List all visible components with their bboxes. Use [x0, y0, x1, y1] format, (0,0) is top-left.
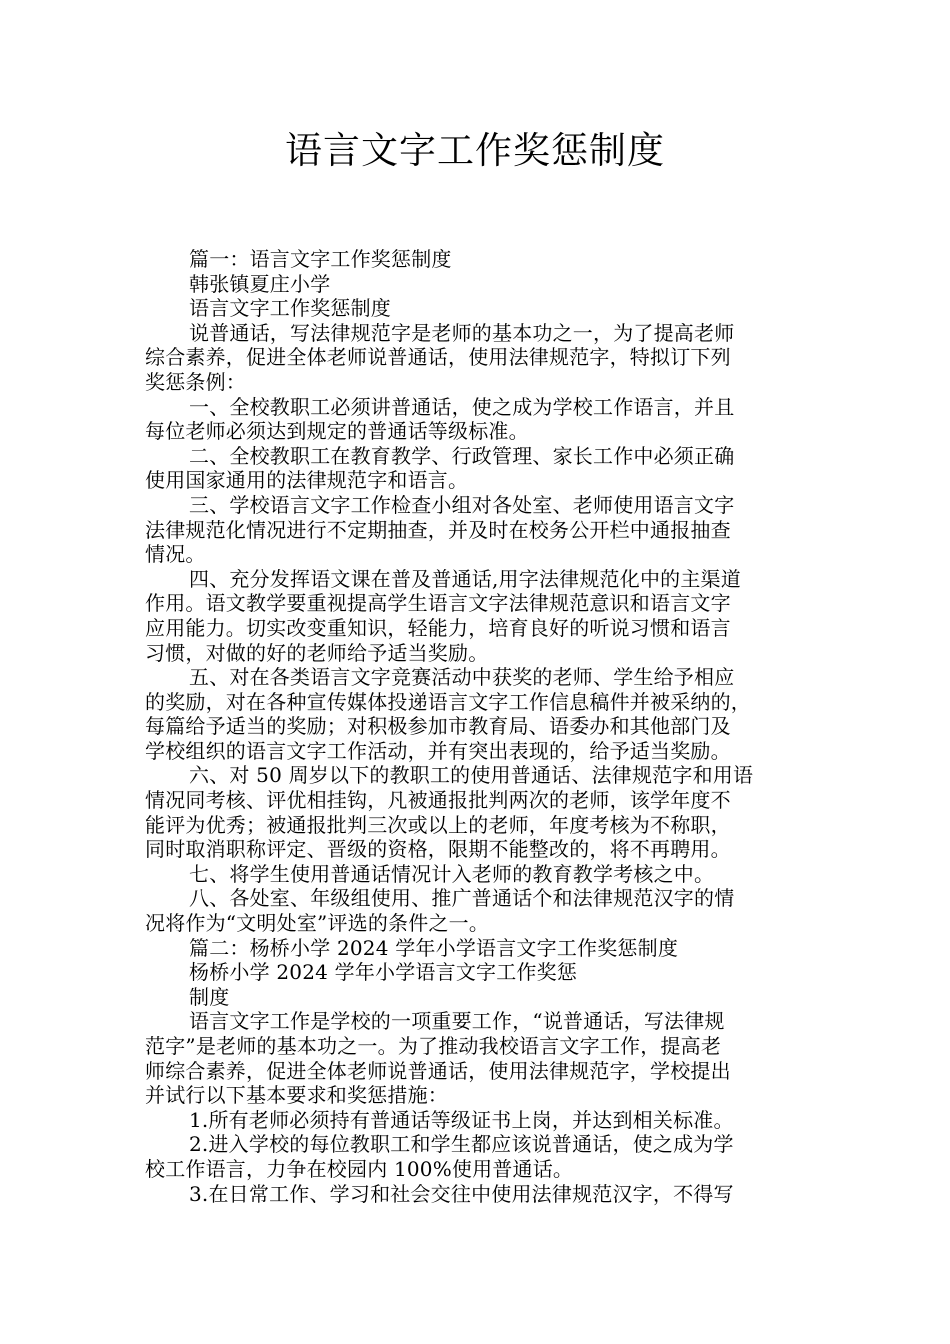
text-line: 说普通话，写法律规范字是老师的基本功之一，为了提高老师	[189, 320, 735, 345]
text-line: 六、对 50 周岁以下的教职工的使用普通话、法律规范字和用语	[189, 763, 754, 788]
text-line: 的奖励，对在各种宣传媒体投递语言文字工作信息稿件并被采纳的，	[145, 689, 751, 714]
text-line: 学校组织的语言文字工作活动，并有突出表现的，给予适当奖励。	[145, 738, 731, 763]
text-line: 习惯，对做的好的老师给予适当奖励。	[145, 640, 489, 665]
text-line: 情况。	[145, 542, 206, 567]
text-line: 杨桥小学 2024 学年小学语言文字工作奖惩	[189, 960, 578, 985]
text-line: 综合素养，促进全体老师说普通话，使用法律规范字，特拟订下列	[145, 345, 731, 370]
text-line: 师综合素养，促进全体老师说普通话，使用法律规范字，学校提出	[145, 1058, 731, 1083]
text-line: 篇二：杨桥小学 2024 学年小学语言文字工作奖惩制度	[189, 935, 679, 960]
text-line: 法律规范化情况进行不定期抽查，并及时在校务公开栏中通报抽查	[145, 517, 731, 542]
text-line: 二、全校教职工在教育教学、行政管理、家长工作中必须正确	[189, 443, 735, 468]
document-body	[145, 247, 810, 1206]
text-line: 八、各处室、年级组使用、推广普通话个和法律规范汉字的情	[189, 886, 735, 911]
text-line: 每位老师必须达到规定的普通话等级标准。	[145, 419, 529, 444]
text-line: 作用。语文教学要重视提高学生语言文字法律规范意识和语言文字	[145, 591, 731, 616]
text-line: 四、充分发挥语文课在普及普通话,用字法律规范化中的主渠道	[189, 566, 741, 591]
text-line: 制度	[189, 984, 230, 1009]
text-line: 语言文字工作是学校的一项重要工作，“说普通话，写法律规	[189, 1009, 725, 1034]
text-line: 3.在日常工作、学习和社会交往中使用法律规范汉字，不得写	[189, 1181, 734, 1206]
text-line: 七、将学生使用普通话情况计入老师的教育教学考核之中。	[189, 861, 715, 886]
text-line: 应用能力。切实改变重知识，轻能力，培育良好的听说习惯和语言	[145, 615, 731, 640]
text-line: 情况同考核、评优相挂钩，凡被通报批判两次的老师，该学年度不	[145, 788, 731, 813]
text-line: 韩张镇夏庄小学	[189, 271, 331, 296]
text-line: 三、学校语言文字工作检查小组对各处室、老师使用语言文字	[189, 492, 735, 517]
text-line: 1.所有老师必须持有普通话等级证书上岗，并达到相关标准。	[189, 1107, 734, 1132]
text-line: 篇一：语言文字工作奖惩制度	[189, 247, 452, 271]
text-line: 校工作语言，力争在校园内 100%使用普通话。	[145, 1156, 574, 1181]
text-line: 能评为优秀；被通报批判三次或以上的老师，年度考核为不称职，	[145, 812, 731, 837]
text-line: 并试行以下基本要求和奖惩措施：	[145, 1083, 448, 1108]
text-line: 同时取消职称评定、晋级的资格，限期不能整改的，将不再聘用。	[145, 837, 731, 862]
page-title: 语言文字工作奖惩制度	[285, 129, 665, 172]
text-line: 五、对在各类语言文字竞赛活动中获奖的老师、学生给予相应	[189, 665, 735, 690]
text-line: 范字”是老师的基本功之一。为了推动我校语言文字工作，提高老	[145, 1034, 722, 1058]
text-line: 一、全校教职工必须讲普通话，使之成为学校工作语言，并且	[189, 394, 735, 419]
text-line: 使用国家通用的法律规范字和语言。	[145, 468, 469, 493]
text-line: 奖惩条例：	[145, 369, 246, 394]
text-line: 语言文字工作奖惩制度	[189, 296, 391, 321]
text-line: 每篇给予适当的奖励；对积极参加市教育局、语委办和其他部门及	[145, 714, 731, 739]
text-line: 2.进入学校的每位教职工和学生都应该说普通话，使之成为学	[189, 1132, 734, 1157]
text-line: 况将作为“文明处室”评选的条件之一。	[145, 911, 490, 936]
